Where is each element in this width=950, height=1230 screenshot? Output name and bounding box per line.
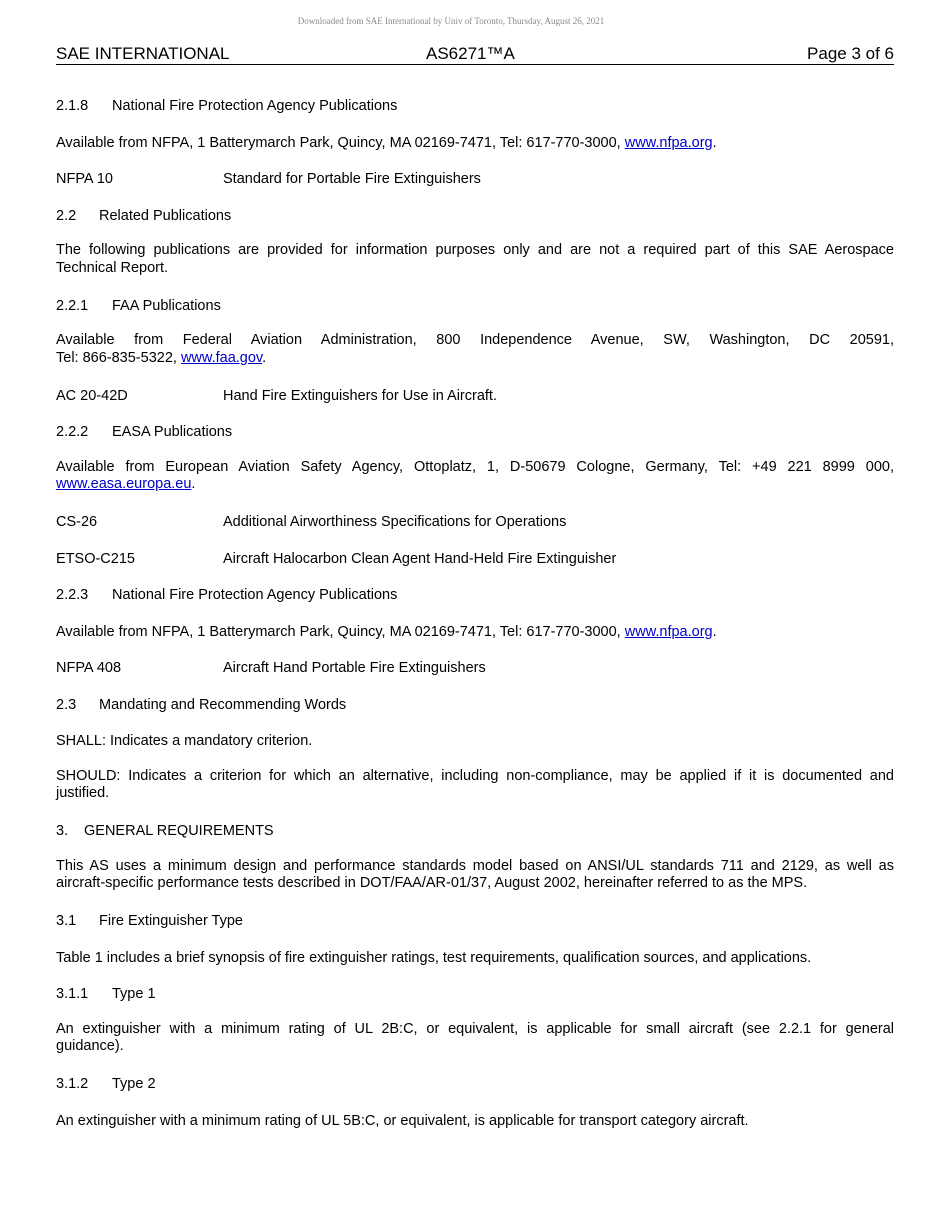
availability-paragraph (56, 133, 894, 153)
paragraph: An extinguisher with a minimum rating of UL 5B:C, or equivalent, is applicable for transport category aircraft. (56, 1112, 749, 1129)
section-number: 3.1 (56, 913, 77, 929)
availability-paragraph (56, 332, 894, 367)
reference-title: Hand Fire Extinguishers for Use in Aircraft. (223, 387, 497, 404)
section-number: 3.1.2 (56, 1076, 89, 1092)
header-page-number: Page 3 of 6 (807, 44, 894, 63)
period: . (712, 134, 717, 151)
reference-row (56, 512, 894, 532)
paragraph (56, 858, 894, 893)
section-title: Type 2 (112, 1076, 156, 1092)
definition-should (56, 768, 894, 803)
reference-code: NFPA 408 (56, 660, 122, 676)
paragraph (56, 1021, 894, 1056)
section-number: 3.1.1 (56, 986, 89, 1002)
nfpa-link[interactable]: www.nfpa.org (624, 134, 713, 151)
faa-link[interactable]: www.faa.gov (180, 349, 263, 366)
reference-code: NFPA 10 (56, 171, 113, 187)
paragraph-line: Available from European Aviation Safety Agency, Ottoplatz, 1, D-50679 Cologne, Germany, Tel: +49 221 8999 000, (56, 458, 894, 475)
section-heading (56, 206, 894, 226)
paragraph-line (56, 350, 894, 368)
period: . (262, 349, 267, 366)
reference-row (56, 549, 894, 569)
easa-link[interactable]: www.easa.europa.eu (56, 476, 192, 492)
section-title: GENERAL REQUIREMENTS (84, 823, 274, 839)
header-org: SAE INTERNATIONAL (56, 44, 230, 63)
section-number: 2.2.1 (56, 297, 89, 314)
availability-text: Available from NFPA, 1 Batterymarch Park, Quincy, MA 02169-7471, Tel: 617-770-3000, (56, 134, 625, 151)
section-title: FAA Publications (112, 297, 221, 314)
reference-title: Aircraft Halocarbon Clean Agent Hand-Held Fire Extinguisher (223, 550, 617, 567)
paragraph-line: justified. (56, 785, 110, 801)
reference-code: CS-26 (56, 514, 98, 530)
section-number: 3. (56, 823, 69, 839)
section-title: Type 1 (112, 986, 156, 1002)
reference-row (56, 169, 894, 189)
paragraph (56, 242, 894, 277)
section-number: 2.2.3 (56, 587, 89, 603)
paragraph-line (56, 476, 894, 494)
section-number: 2.2 (56, 207, 77, 224)
section-number: 2.2.2 (56, 424, 89, 440)
section-heading (56, 585, 894, 605)
paragraph-line: Technical Report. (56, 259, 169, 276)
reference-code: ETSO-C215 (56, 550, 135, 567)
section-title: Mandating and Recommending Words (99, 696, 347, 713)
section-title: EASA Publications (112, 424, 233, 440)
reference-row (56, 658, 894, 678)
tel-text: Tel: 866-835-5322, (56, 349, 181, 366)
section-heading (56, 695, 894, 715)
availability-text: Available from NFPA, 1 Batterymarch Park, Quincy, MA 02169-7471, Tel: 617-770-3000, (56, 623, 625, 640)
section-heading (56, 984, 894, 1004)
paragraph-line: guidance). (56, 1038, 124, 1054)
definition-shall: SHALL: Indicates a mandatory criterion. (56, 733, 313, 749)
section-title: National Fire Protection Agency Publications (112, 98, 398, 114)
reference-title: Aircraft Hand Portable Fire Extinguishers (223, 660, 486, 676)
page-header (56, 44, 894, 65)
section-number: 2.1.8 (56, 98, 89, 114)
section-heading (56, 296, 894, 316)
reference-code: AC 20-42D (56, 387, 128, 404)
paragraph-line: This AS uses a minimum design and performance standards model based on ANSI/UL standards 711 and 2129, as well as (56, 857, 894, 874)
reference-row (56, 386, 894, 406)
paragraph-line: aircraft-specific performance tests described in DOT/FAA/AR-01/37, August 2002, hereinafter referred to as the MPS. (56, 875, 808, 891)
section-title: National Fire Protection Agency Publications (112, 587, 398, 603)
paragraph-line: SHOULD: Indicates a criterion for which an alternative, including non-compliance, may be applied if it is documented and (56, 767, 894, 784)
section-heading (56, 96, 894, 116)
paragraph: Table 1 includes a brief synopsis of fire extinguisher ratings, test requirements, qualification sources, and applications. (56, 949, 812, 966)
section-heading (56, 1074, 894, 1094)
availability-paragraph (56, 622, 894, 642)
section-heading (56, 821, 894, 841)
section-heading (56, 422, 894, 442)
section-heading (56, 911, 894, 931)
period: . (712, 623, 717, 640)
reference-title: Additional Airworthiness Specifications for Operations (223, 514, 567, 530)
paragraph-line: The following publications are provided for information purposes only and are not a required part of this SAE Aerospace (56, 242, 894, 258)
section-title: Fire Extinguisher Type (99, 913, 243, 929)
paragraph-line: An extinguisher with a minimum rating of UL 2B:C, or equivalent, is applicable for small aircraft (see 2.2.1 for general (56, 1020, 894, 1037)
availability-paragraph (56, 459, 894, 494)
nfpa-link[interactable]: www.nfpa.org (624, 623, 713, 640)
period: . (191, 476, 196, 492)
section-title: Related Publications (99, 207, 232, 224)
reference-title: Standard for Portable Fire Extinguishers (223, 171, 481, 187)
document-body (56, 96, 894, 1147)
paragraph-line: Available from Federal Aviation Administration, 800 Independence Avenue, SW, Washington, DC 20591, (56, 332, 894, 348)
download-watermark: Downloaded from SAE International by Univ of Toronto, Thursday, August 26, 2021 (297, 16, 605, 26)
section-number: 2.3 (56, 696, 77, 713)
header-doc-id: AS6271™A (426, 44, 515, 63)
